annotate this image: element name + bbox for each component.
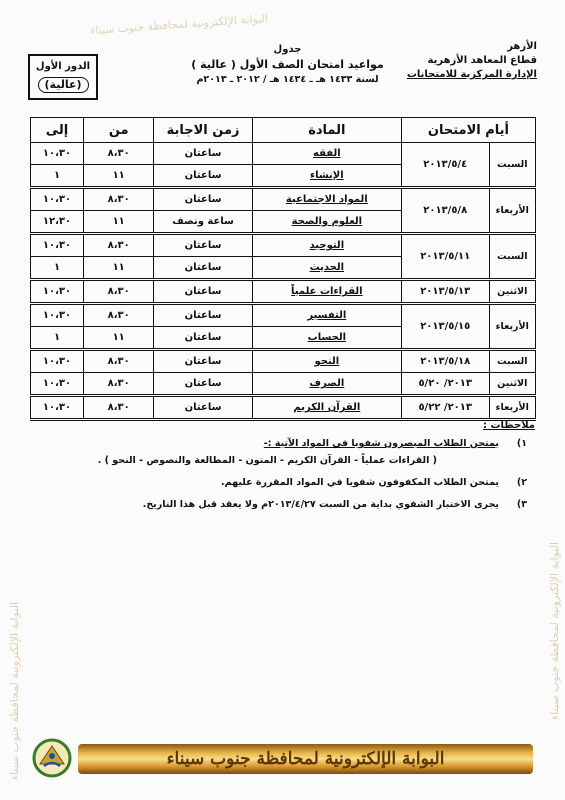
document-title — [160, 42, 415, 87]
exam-schedule-table — [30, 117, 536, 421]
cell-subject: الفقه — [252, 143, 401, 165]
header-subject: المادة — [252, 118, 401, 143]
table-header-row — [31, 118, 536, 143]
cell-day: السبت — [489, 350, 535, 373]
table-row — [31, 234, 536, 257]
table-row — [31, 304, 536, 327]
cell-from: ٨،٣٠ — [84, 373, 154, 396]
table-row — [31, 280, 536, 304]
cell-duration: ساعتان — [154, 143, 252, 165]
cell-date: ٢٠١٣/٥/٨ — [401, 188, 489, 234]
footer-banner-area — [30, 738, 535, 780]
cell-subject: الحديث — [252, 257, 401, 280]
cell-to: ١٠،٣٠ — [31, 143, 84, 165]
note-item — [30, 437, 535, 468]
cell-day: السبت — [489, 143, 535, 188]
cell-subject: الصرف — [252, 373, 401, 396]
cell-subject: الإنشاء — [252, 165, 401, 188]
note-text: يمتحن الطلاب المكفوفون شفويا في المواد المقررة عليهم. — [221, 477, 499, 488]
cell-to: ١٠،٣٠ — [31, 396, 84, 420]
cell-from: ٨،٣٠ — [84, 188, 154, 211]
table-row — [31, 143, 536, 165]
organization-header — [397, 40, 537, 82]
cell-subject: التوحيد — [252, 234, 401, 257]
note-number: ٢) — [516, 477, 528, 488]
org-line: قطاع المعاهد الأزهرية — [427, 55, 537, 66]
title-line: مواعيد امتحان الصف الأول ( عالية ) — [191, 58, 384, 71]
table-row — [31, 373, 536, 396]
table-row — [31, 396, 536, 420]
note-text: يمتحن الطلاب المبصرون شفويا في المواد الآتية :- — [263, 438, 499, 449]
cell-date: ٢٠١٣/٥/١٨ — [401, 350, 489, 373]
cell-from: ١١ — [84, 257, 154, 280]
cell-to: ١ — [31, 165, 84, 188]
cell-from: ١١ — [84, 165, 154, 188]
cell-to: ١٠،٣٠ — [31, 280, 84, 304]
cell-duration: ساعتان — [154, 350, 252, 373]
notes-section — [30, 420, 535, 520]
table-body — [31, 143, 536, 420]
round-type: (عالية) — [38, 77, 89, 93]
cell-day: السبت — [489, 234, 535, 280]
round-label: الدور الأول — [35, 61, 91, 72]
cell-from: ٨،٣٠ — [84, 280, 154, 304]
governorate-emblem-icon — [32, 738, 72, 778]
cell-duration: ساعة ونصف — [154, 211, 252, 234]
table-row — [31, 350, 536, 373]
exam-round-box — [28, 54, 98, 100]
watermark-top: البوابة الإلكترونية لمحافظة جنوب سيناء — [89, 11, 269, 38]
table-row — [31, 188, 536, 211]
cell-subject: التفسير — [252, 304, 401, 327]
header-day: أيام الامتحان — [401, 118, 535, 143]
cell-date: ٢٠١٣/ ٥/٢٢ — [401, 396, 489, 420]
cell-subject: القراءات علمياً — [252, 280, 401, 304]
cell-date: ٢٠١٣/ ٥/٢٠ — [401, 373, 489, 396]
cell-subject: العلوم والصحة — [252, 211, 401, 234]
header-duration: زمن الاجابة — [154, 118, 252, 143]
cell-subject: المواد الاجتماعية — [252, 188, 401, 211]
cell-day: الاثنين — [489, 280, 535, 304]
cell-from: ١١ — [84, 211, 154, 234]
note-subtext: ( القراءات عملياً - القرآن الكريم - المتون - المطالعة والنصوص - النحو ) . — [97, 455, 437, 466]
cell-to: ١٠،٣٠ — [31, 373, 84, 396]
cell-date: ٢٠١٣/٥/١٥ — [401, 304, 489, 350]
note-number: ١) — [516, 438, 528, 449]
cell-duration: ساعتان — [154, 280, 252, 304]
cell-duration: ساعتان — [154, 327, 252, 350]
title-line: لسنة ١٤٣٣ هـ ـ ١٤٣٤ هـ / ٢٠١٢ ـ ٢٠١٣م — [196, 74, 379, 85]
cell-to: ١ — [31, 327, 84, 350]
cell-date: ٢٠١٣/٥/١٣ — [401, 280, 489, 304]
cell-from: ٨،٣٠ — [84, 350, 154, 373]
org-line: الأزهر — [507, 41, 537, 52]
cell-duration: ساعتان — [154, 188, 252, 211]
cell-to: ١٢،٣٠ — [31, 211, 84, 234]
cell-duration: ساعتان — [154, 304, 252, 327]
watermark-right: البوابة الإلكترونية لمحافظة جنوب سيناء — [548, 541, 561, 720]
cell-to: ١٠،٣٠ — [31, 188, 84, 211]
cell-from: ٨،٣٠ — [84, 143, 154, 165]
cell-to: ١٠،٣٠ — [31, 350, 84, 373]
portal-banner: البوابة الإلكترونية لمحافظة جنوب سيناء — [78, 744, 533, 774]
cell-day: الأربعاء — [489, 396, 535, 420]
cell-to: ١٠،٣٠ — [31, 304, 84, 327]
cell-subject: النحو — [252, 350, 401, 373]
header-from: من — [84, 118, 154, 143]
note-text: يجرى الاختبار الشفوي بداية من السبت ٢٠١٣/٤/٢٧م ولا يعقد قبل هذا التاريخ. — [142, 499, 499, 510]
cell-subject: الحساب — [252, 327, 401, 350]
note-item — [30, 498, 535, 512]
cell-day: الأربعاء — [489, 304, 535, 350]
cell-from: ١١ — [84, 327, 154, 350]
cell-date: ٢٠١٣/٥/١١ — [401, 234, 489, 280]
cell-duration: ساعتان — [154, 257, 252, 280]
watermark-left: البوابة الإلكترونية لمحافظة جنوب سيناء — [8, 601, 21, 780]
cell-duration: ساعتان — [154, 165, 252, 188]
cell-day: الأربعاء — [489, 188, 535, 234]
cell-subject: القرآن الكريم — [252, 396, 401, 420]
title-line: جدول — [273, 44, 302, 55]
cell-duration: ساعتان — [154, 234, 252, 257]
cell-duration: ساعتان — [154, 373, 252, 396]
cell-duration: ساعتان — [154, 396, 252, 420]
header-to: إلى — [31, 118, 84, 143]
cell-day: الاثنين — [489, 373, 535, 396]
cell-to: ١٠،٣٠ — [31, 234, 84, 257]
cell-from: ٨،٣٠ — [84, 304, 154, 327]
org-line: الإدارة المركزية للامتحانات — [406, 69, 537, 80]
cell-to: ١ — [31, 257, 84, 280]
note-number: ٣) — [516, 499, 528, 510]
notes-title: ملاحظات : — [482, 420, 535, 431]
cell-from: ٨،٣٠ — [84, 396, 154, 420]
cell-date: ٢٠١٣/٥/٤ — [401, 143, 489, 188]
note-item — [30, 476, 535, 490]
cell-from: ٨،٣٠ — [84, 234, 154, 257]
